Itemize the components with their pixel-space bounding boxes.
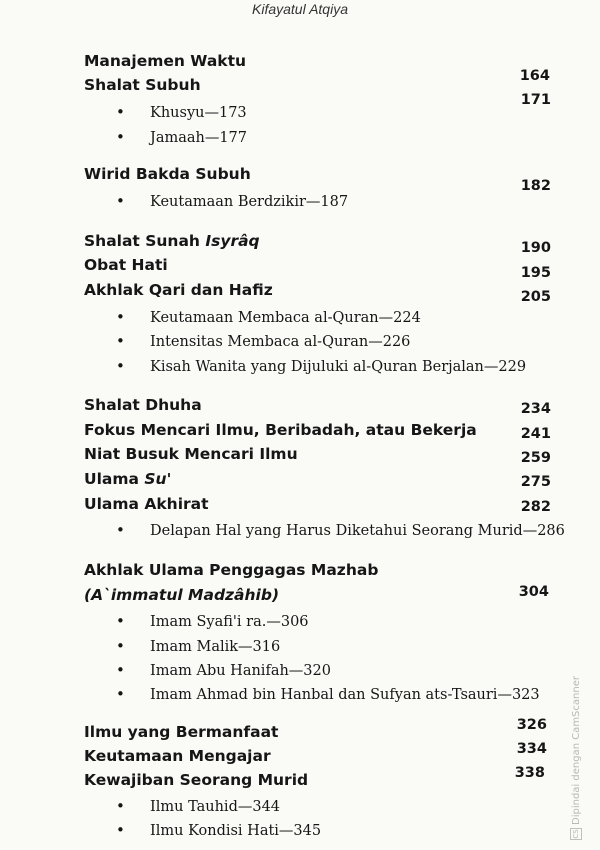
toc-page-number: 259 xyxy=(520,450,551,466)
toc-page-number: 282 xyxy=(520,499,551,515)
toc-subentry: • Intensitas Membaca al-Quran—226 xyxy=(116,332,411,350)
toc-entry-title: Ulama Su' xyxy=(84,470,172,488)
toc-page-number: 304 xyxy=(518,584,549,600)
toc-subentry: • Khusyu—173 xyxy=(116,103,247,121)
bullet-icon: • xyxy=(116,661,125,679)
toc-page-number: 241 xyxy=(520,426,551,442)
toc-entry-title: Manajemen Waktu xyxy=(84,52,247,70)
toc-page-number: 205 xyxy=(520,289,551,305)
toc-page-number: 275 xyxy=(520,474,551,490)
toc-entry-title: Fokus Mencari Ilmu, Beribadah, atau Bekerja xyxy=(84,421,477,439)
bullet-icon: • xyxy=(116,797,125,815)
toc-subentry: • Keutamaan Berdzikir—187 xyxy=(116,192,349,210)
toc-entry-title: Keutamaan Mengajar xyxy=(84,747,271,765)
toc-subentry: • Imam Malik—316 xyxy=(116,637,281,655)
toc-entry-title: Akhlak Ulama Penggagas Mazhab xyxy=(84,561,379,579)
toc-subentry: • Delapan Hal yang Harus Diketahui Seorang Murid—286 xyxy=(116,521,565,539)
bullet-icon: • xyxy=(116,192,125,210)
toc-page-number: 234 xyxy=(520,401,551,417)
toc-page-number: 195 xyxy=(520,265,551,281)
bullet-icon: • xyxy=(116,685,125,703)
toc-subentry: • Ilmu Kondisi Hati—345 xyxy=(116,821,322,839)
toc-entry-title: Ulama Akhirat xyxy=(84,495,209,513)
bullet-icon: • xyxy=(116,821,125,839)
toc-entry-title: Akhlak Qari dan Hafiz xyxy=(84,281,273,299)
bullet-icon: • xyxy=(116,637,125,655)
toc-page-number: 190 xyxy=(520,240,551,256)
toc-page-number: 338 xyxy=(514,765,545,781)
toc-entry-title: Kewajiban Seorang Murid xyxy=(84,771,309,789)
toc-entry-title: Shalat Dhuha xyxy=(84,396,202,414)
toc-subentry: • Keutamaan Membaca al-Quran—224 xyxy=(116,308,421,326)
toc-entry-title: Shalat Subuh xyxy=(84,76,201,94)
scanner-watermark: CSDipindai dengan CamScanner xyxy=(571,676,582,839)
toc-entry-title-cont: (A`immatul Madzâhib) xyxy=(84,586,280,604)
toc-entry-title: Ilmu yang Bermanfaat xyxy=(84,723,279,741)
toc-page-number: 326 xyxy=(516,717,547,733)
camscanner-logo-icon: CS xyxy=(572,829,580,839)
bullet-icon: • xyxy=(116,128,125,146)
toc-subentry: • Imam Syafi'i ra.—306 xyxy=(116,612,309,630)
toc-entry-title: Obat Hati xyxy=(84,256,168,274)
toc-subentry: • Imam Ahmad bin Hanbal dan Sufyan ats-Tsauri—323 xyxy=(116,685,540,703)
bullet-icon: • xyxy=(116,612,125,630)
bullet-icon: • xyxy=(116,308,125,326)
running-header: Kifayatul Atqiya xyxy=(252,1,348,17)
toc-entry-title: Niat Busuk Mencari Ilmu xyxy=(84,445,298,463)
bullet-icon: • xyxy=(116,103,125,121)
toc-page-number: 164 xyxy=(519,68,550,84)
bullet-icon: • xyxy=(116,521,125,539)
toc-entry-title: Shalat Sunah Isyrâq xyxy=(84,232,260,250)
toc-page-number: 334 xyxy=(516,741,547,757)
toc-subentry: • Imam Abu Hanifah—320 xyxy=(116,661,331,679)
toc-entry-title: Wirid Bakda Subuh xyxy=(84,165,251,183)
bullet-icon: • xyxy=(116,357,125,375)
toc-subentry: • Jamaah—177 xyxy=(116,128,248,146)
bullet-icon: • xyxy=(116,332,125,350)
toc-subentry: • Kisah Wanita yang Dijuluki al-Quran Berjalan—229 xyxy=(116,357,527,375)
toc-page-number: 171 xyxy=(520,92,551,108)
toc-subentry: • Ilmu Tauhid—344 xyxy=(116,797,281,815)
toc-page-number: 182 xyxy=(520,178,551,194)
